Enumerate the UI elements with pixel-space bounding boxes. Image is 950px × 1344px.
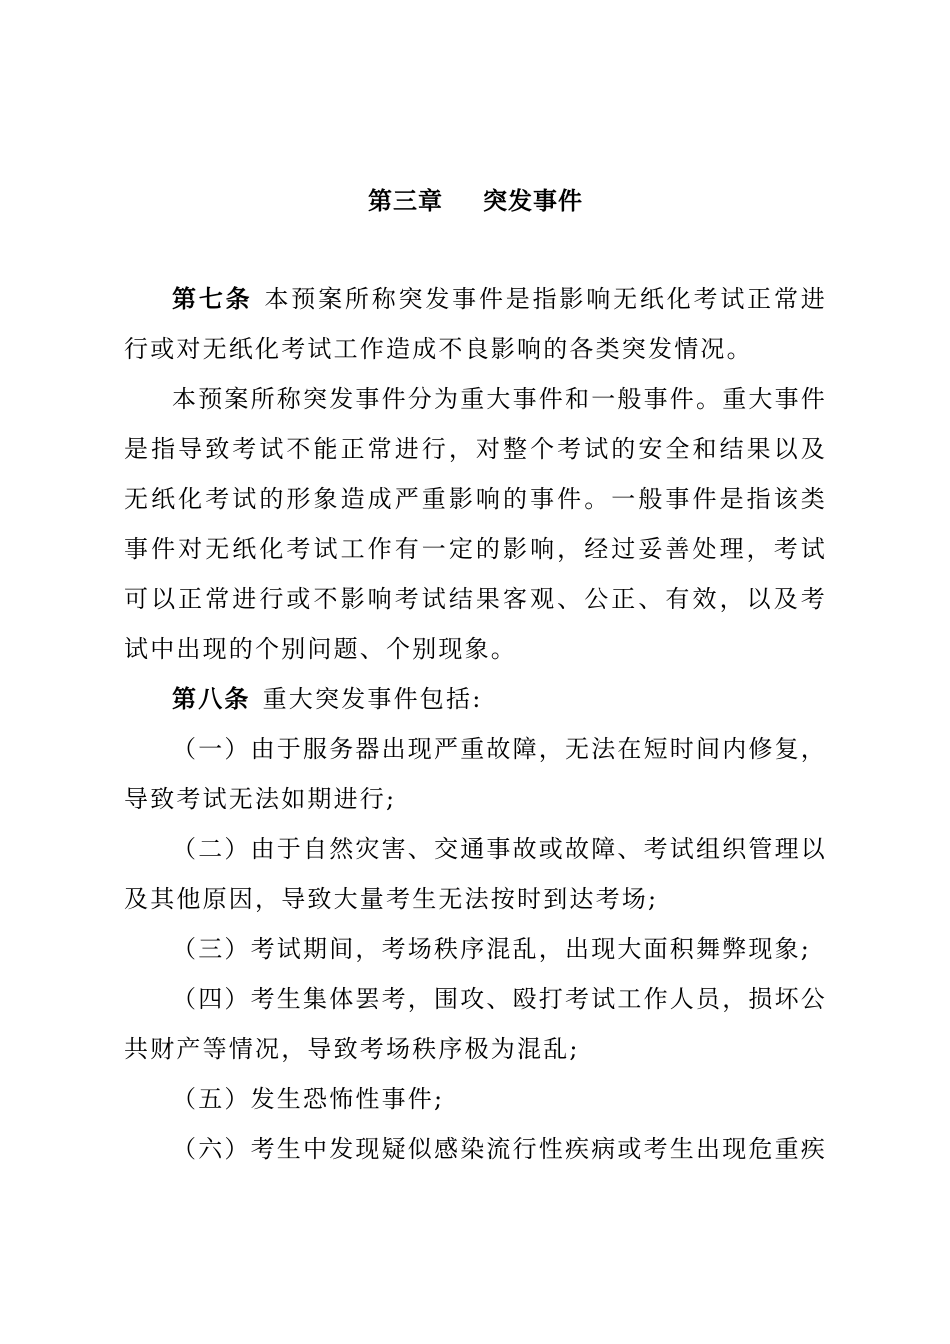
list-item-4 [124,974,827,1074]
chapter-heading [124,176,827,226]
paragraph-text: （一）由于服务器出现严重故障，无法在短时间内修复，导致考试无法如期进行; [124,735,827,813]
paragraph-text: （三）考试期间，考场秩序混乱，出现大面积舞弊现象; [172,935,812,963]
paragraph-text: （四）考生集体罢考，围攻、殴打考试工作人员，损坏公共财产等情况，导致考场秩序极为混乱; [124,985,827,1063]
paragraph-text: （六）考生中发现疑似感染流行性疾病或考生出现危重疾 [172,1135,827,1163]
chapter-title: 突发事件 [483,187,583,215]
paragraph-article-7 [124,274,827,374]
list-item-5 [124,1074,827,1124]
paragraph-article-8 [124,674,827,724]
paragraph-event-classification [124,374,827,674]
article-label: 第七条 [172,285,253,313]
list-item-1 [124,724,827,824]
article-label: 第八条 [172,685,251,713]
list-item-2 [124,824,827,924]
document-page [124,176,827,1174]
list-item-3 [124,924,827,974]
paragraph-text: 本预案所称突发事件分为重大事件和一般事件。重大事件是指导致考试不能正常进行，对整个考试的安全和结果以及无纸化考试的形象造成严重影响的事件。一般事件是指该类事件对无纸化考试工作有一定的影响，经过妥善处理，考试可以正常进行或不影响考试结果客观、公正、有效，以及考试中出现的个别问题、个别现象。 [124,385,827,663]
list-item-6 [124,1124,827,1174]
paragraph-text: 本预案所称突发事件是指影响无纸化考试正常进行或对无纸化考试工作造成不良影响的各类突发情况。 [124,285,827,363]
chapter-number: 第三章 [368,187,443,215]
paragraph-text: 重大突发事件包括: [262,685,483,713]
paragraph-text: （五）发生恐怖性事件; [172,1085,445,1113]
paragraph-text: （二）由于自然灾害、交通事故或故障、考试组织管理以及其他原因，导致大量考生无法按时到达考场; [124,835,827,913]
